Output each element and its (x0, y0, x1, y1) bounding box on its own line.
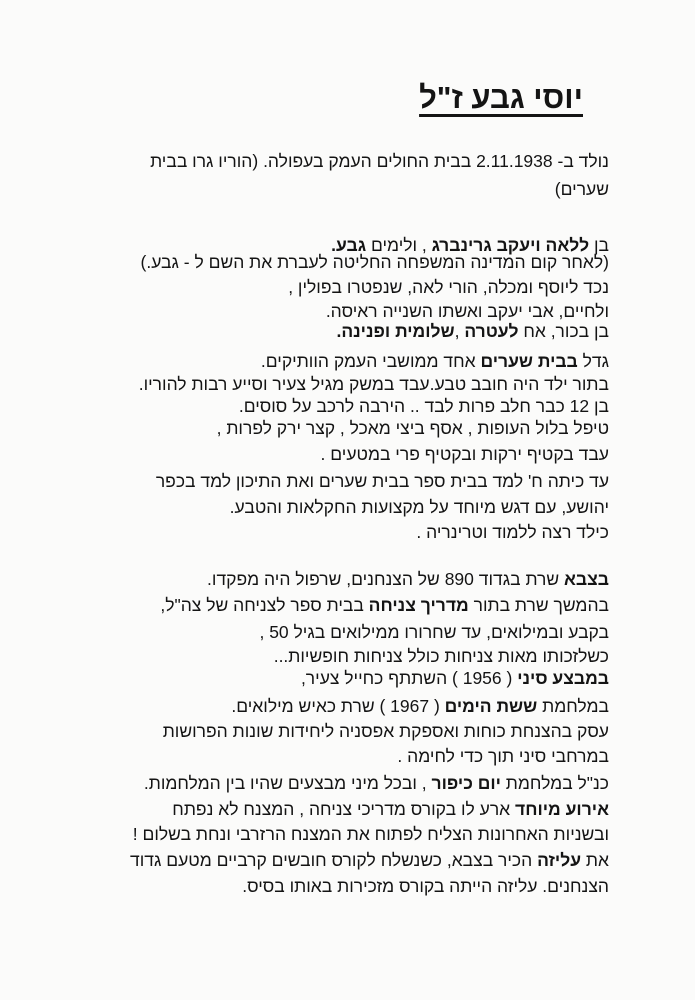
text-line (70, 667, 609, 689)
bold-text: בבית שערים (480, 351, 578, 371)
text-fragment: כנ"ל במלחמת (500, 773, 609, 793)
text-fragment: , ולימים (366, 235, 432, 255)
text-line (70, 568, 609, 590)
text-fragment: בבית החולים העמק בעפולה. (הוריו גרו בבית (150, 151, 477, 171)
text-line: ובשניות האחרונות הצליח לפתוח את המצנח הרזרבי ונחת בשלום ! (132, 824, 609, 844)
text-fragment: את (581, 850, 609, 870)
text-line: בקבע ובמילואים, עד שחרורו ממילואים בגיל 50 , (259, 622, 609, 642)
birth-date: 2.11.1938 (476, 151, 553, 171)
text-fragment: בהמשך שרת בתור (468, 595, 609, 615)
text-line (70, 594, 609, 616)
bold-text: ששת הימים (444, 696, 538, 716)
text-line (70, 320, 609, 342)
text-line (70, 150, 609, 172)
text-line: במרחבי סיני תוך כדי לחימה . (397, 746, 609, 766)
text-fragment: בן (589, 235, 609, 255)
bold-text: בצבא (564, 569, 609, 589)
text-line (70, 695, 609, 717)
text-line: (לאחר קום המדינה המשפחה החליטה לעברת את השם ל - גבע.) (140, 252, 609, 272)
text-fragment: , ובכל מיני מבצעים שהיו בין המלחמות. (143, 773, 432, 793)
text-fragment: ( 1967 ) שרת כאיש מילואים. (231, 696, 445, 716)
text-line: נכד ליוסף ומכלה, הורי לאה, שנפטרו בפולין , (288, 277, 609, 297)
text-fragment: אחד ממושבי העמק הוותיקים. (260, 351, 481, 371)
text-line: כשלזכותו מאות צניחות כולל צניחות חופשיות... (273, 646, 609, 666)
text-line: שערים) (554, 179, 609, 199)
text-line: עבד בקטיף ירקות ובקטיף פרי במטעים . (320, 444, 609, 464)
text-fragment: בן בכור, אח (518, 321, 609, 341)
text-line: בן 12 כבר חלב פרות לבד .. הירבה לרכב על סוסים. (238, 396, 609, 416)
text-line (70, 798, 609, 820)
text-line: ולחיים, אבי יעקב ואשתו השנייה ראיסה. (325, 301, 609, 321)
bold-text: מדריך צניחה (368, 595, 469, 615)
text-fragment: נולד ב- (552, 151, 609, 171)
page-title: יוסי גבע ז"ל (419, 80, 583, 115)
text-line: עד כיתה ח' למד בבית ספר בבית שערים ואת התיכון למד בכפר (155, 471, 609, 491)
bold-text: גבע. (331, 235, 367, 255)
bold-text: במבצע סיני (517, 668, 609, 688)
text-fragment: ארע לו בקורס מדריכי צניחה , המצנח לא נפתח (172, 799, 516, 819)
bold-text: שלומית ופנינה. (336, 321, 455, 341)
text-line: עסק בהצנחת כוחות ואספקת אפסניה ליחידות שונות הפרושות (162, 721, 609, 741)
text-line (70, 350, 609, 372)
bold-text: עליזה (537, 850, 582, 870)
bold-text: לעטרה (464, 321, 519, 341)
text-line: כילד רצה ללמוד וטרינריה . (416, 522, 609, 542)
text-fragment: שרת בגדוד 890 של הצנחנים, שרפול היה מפקדו. (207, 569, 564, 589)
text-fragment: במלחמת (537, 696, 609, 716)
text-fragment: , (454, 321, 465, 341)
text-fragment: גדל (577, 351, 609, 371)
text-line (70, 772, 609, 794)
text-line: הצנחנים. עליזה הייתה בקורס מזכירות באותו בסיס. (242, 876, 609, 896)
text-fragment: ( 1956 ) השתתף כחייל צעיר, (300, 668, 518, 688)
text-fragment: הכיר בצבא, כשנשלח לקורס חובשים קרביים מטעם גדוד (130, 850, 538, 870)
text-line (70, 849, 609, 871)
bold-text: יום כיפור (431, 773, 501, 793)
text-line: טיפל בלול העופות , אסף ביצי מאכל , קצר ירק לפרות , (216, 418, 609, 438)
bold-text: אירוע מיוחד (515, 799, 609, 819)
bold-text: ללאה ויעקב גרינברג (431, 235, 590, 255)
text-line: יהושע, עם דגש מיוחד על מקצועות החקלאות והטבע. (229, 497, 609, 517)
text-line: בתור ילד היה חובב טבע.עבד במשק מגיל צעיר וסייע רבות להוריו. (138, 374, 609, 394)
text-fragment: בבית ספר לצניחה של צה"ל, (160, 595, 369, 615)
